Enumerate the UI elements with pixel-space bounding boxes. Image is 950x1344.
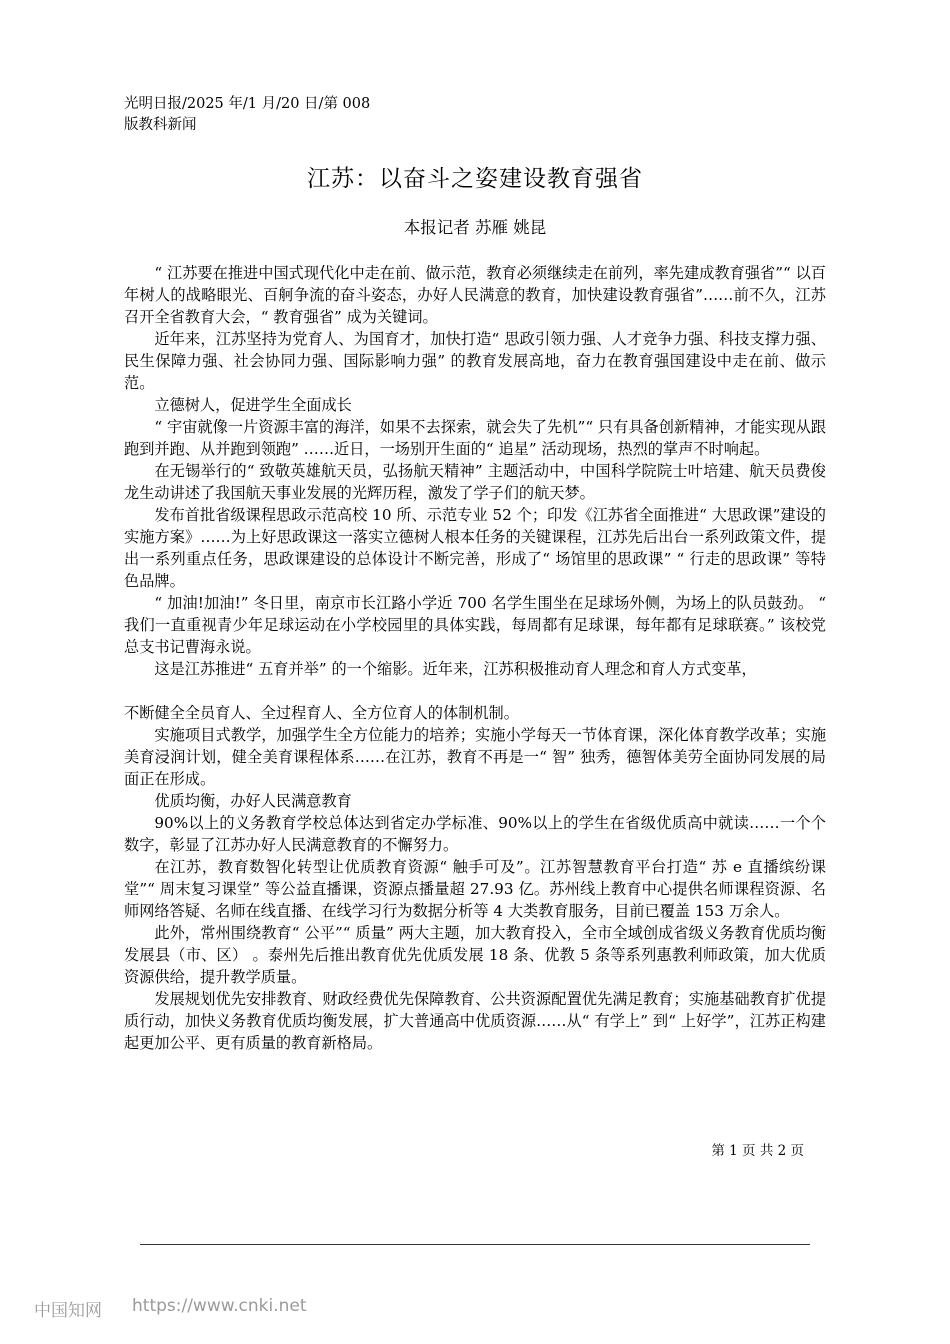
footer-url[interactable]: https://www.cnki.net [132,1296,307,1316]
paragraph-gap [124,680,826,702]
source-info [124,94,404,136]
paragraph: 近年来，江苏坚持为党育人、为国育才，加快打造“ 思政引领力强、人才竞争力强、科技支撑力强、民生保障力强、社会协同力强、国际影响力强” 的教育发展高地，奋力在教育强国建设中走在前、做示范。 [124,330,826,392]
paragraph: 这是江苏推进“ 五育并举” 的一个缩影。近年来，江苏积极推动育人理念和育人方式变革， [154,660,757,678]
page-number: 第 1 页 共 2 页 [711,1143,804,1159]
section-heading: 优质均衡，办好人民满意教育 [154,792,352,810]
paragraph: 在无锡举行的“ 致敬英雄航天员，弘扬航天精神” 主题活动中，中国科学院院士叶培建、航天员费俊龙生动讲述了我国航天事业发展的光辉历程，激发了学子们的航天梦。 [124,462,826,502]
paragraph: 在江苏，教育数智化转型让优质教育资源“ 触手可及”。江苏智慧教育平台打造“ 苏 e 直播缤纷课堂”“ 周末复习课堂” 等公益直播课，资源点播量超 27.93 亿。苏州线上教育中心提供名师课程资源、名师网络答疑、名师在线直播、在线学习行为数据分析等 4 大类教育服务，目前已覆盖 153 万余人。 [124,858,826,920]
paragraph: 此外，常州围绕教育“ 公平”“ 质量” 两大主题，加大教育投入，全市全域创成省级义务教育优质均衡发展县（市、区） 。泰州先后推出教育优先优质发展 18 条、优教 5 条等系列惠教利师政策，加大优质资源供给，提升教学质量。 [124,924,826,986]
paragraph: 实施项目式教学，加强学生全方位能力的培养；实施小学每天一节体育课，深化体育教学改革；实施美育浸润计划，健全美育课程体系……在江苏，教育不再是一“ 智” 独秀，德智体美劳全面协同发展的局面正在形成。 [124,726,826,788]
article-byline: 本报记者 苏雁 姚昆 [403,218,547,237]
section-heading: 立德树人，促进学生全面成长 [154,396,352,414]
source-line-2: 版教科新闻 [124,117,197,133]
paragraph: 不断健全全员育人、全过程育人、全方位育人的体制机制。 [124,704,519,722]
paragraph: 发布首批省级课程思政示范高校 10 所、示范专业 52 个；印发《江苏省全面推进“ 大思政课”建设的实施方案》……为上好思政课这一落实立德树人根本任务的关键课程，江苏先后出台一系列政策文件，提出一系列重点任务，思政课建设的总体设计不断完善，形成了“ 场馆里的思政课” “ 行走的思政课” 等特色品牌。 [124,506,826,590]
cnki-logo: 中国知网 [34,1301,102,1321]
article-body [124,262,826,1054]
source-line-1: 光明日报/2025 年/1 月/20 日/第 008 [124,96,371,112]
paragraph: 90%以上的义务教育学校总体达到省定办学标准、90%以上的学生在省级优质高中就读……一个个数字，彰显了江苏办好人民满意教育的不懈努力。 [124,814,826,854]
footer-divider [140,1244,810,1245]
article-title: 江苏：以奋斗之姿建设教育强省 [307,166,643,192]
paragraph: “ 加油!加油!” 冬日里，南京市长江路小学近 700 名学生围坐在足球场外侧，为场上的队员鼓劲。 “ 我们一直重视青少年足球运动在小学校园里的具体实践，每周都有足球课，每年都有足球联赛。” 该校党总支书记曹海永说。 [124,594,826,656]
paragraph: “ 江苏要在推进中国式现代化中走在前、做示范，教育必须继续走在前列，率先建成教育强省”“ 以百年树人的战略眼光、百舸争流的奋斗姿态，办好人民满意的教育，加快建设教育强省”……前不久，江苏召开全省教育大会，“ 教育强省” 成为关键词。 [124,264,826,326]
paragraph: “ 宇宙就像一片资源丰富的海洋，如果不去探索，就会失了先机”“ 只有具备创新精神，才能实现从跟跑到并跑、从并跑到领跑” ……近日，一场别开生面的“ 追星” 活动现场，热烈的掌声不时响起。 [124,418,826,458]
paragraph: 发展规划优先安排教育、财政经费优先保障教育、公共资源配置优先满足教育；实施基础教育扩优提质行动，加快义务教育优质均衡发展，扩大普通高中优质资源……从“ 有学上” 到“ 上好学”，江苏正构建起更加公平、更有质量的教育新格局。 [124,990,826,1052]
